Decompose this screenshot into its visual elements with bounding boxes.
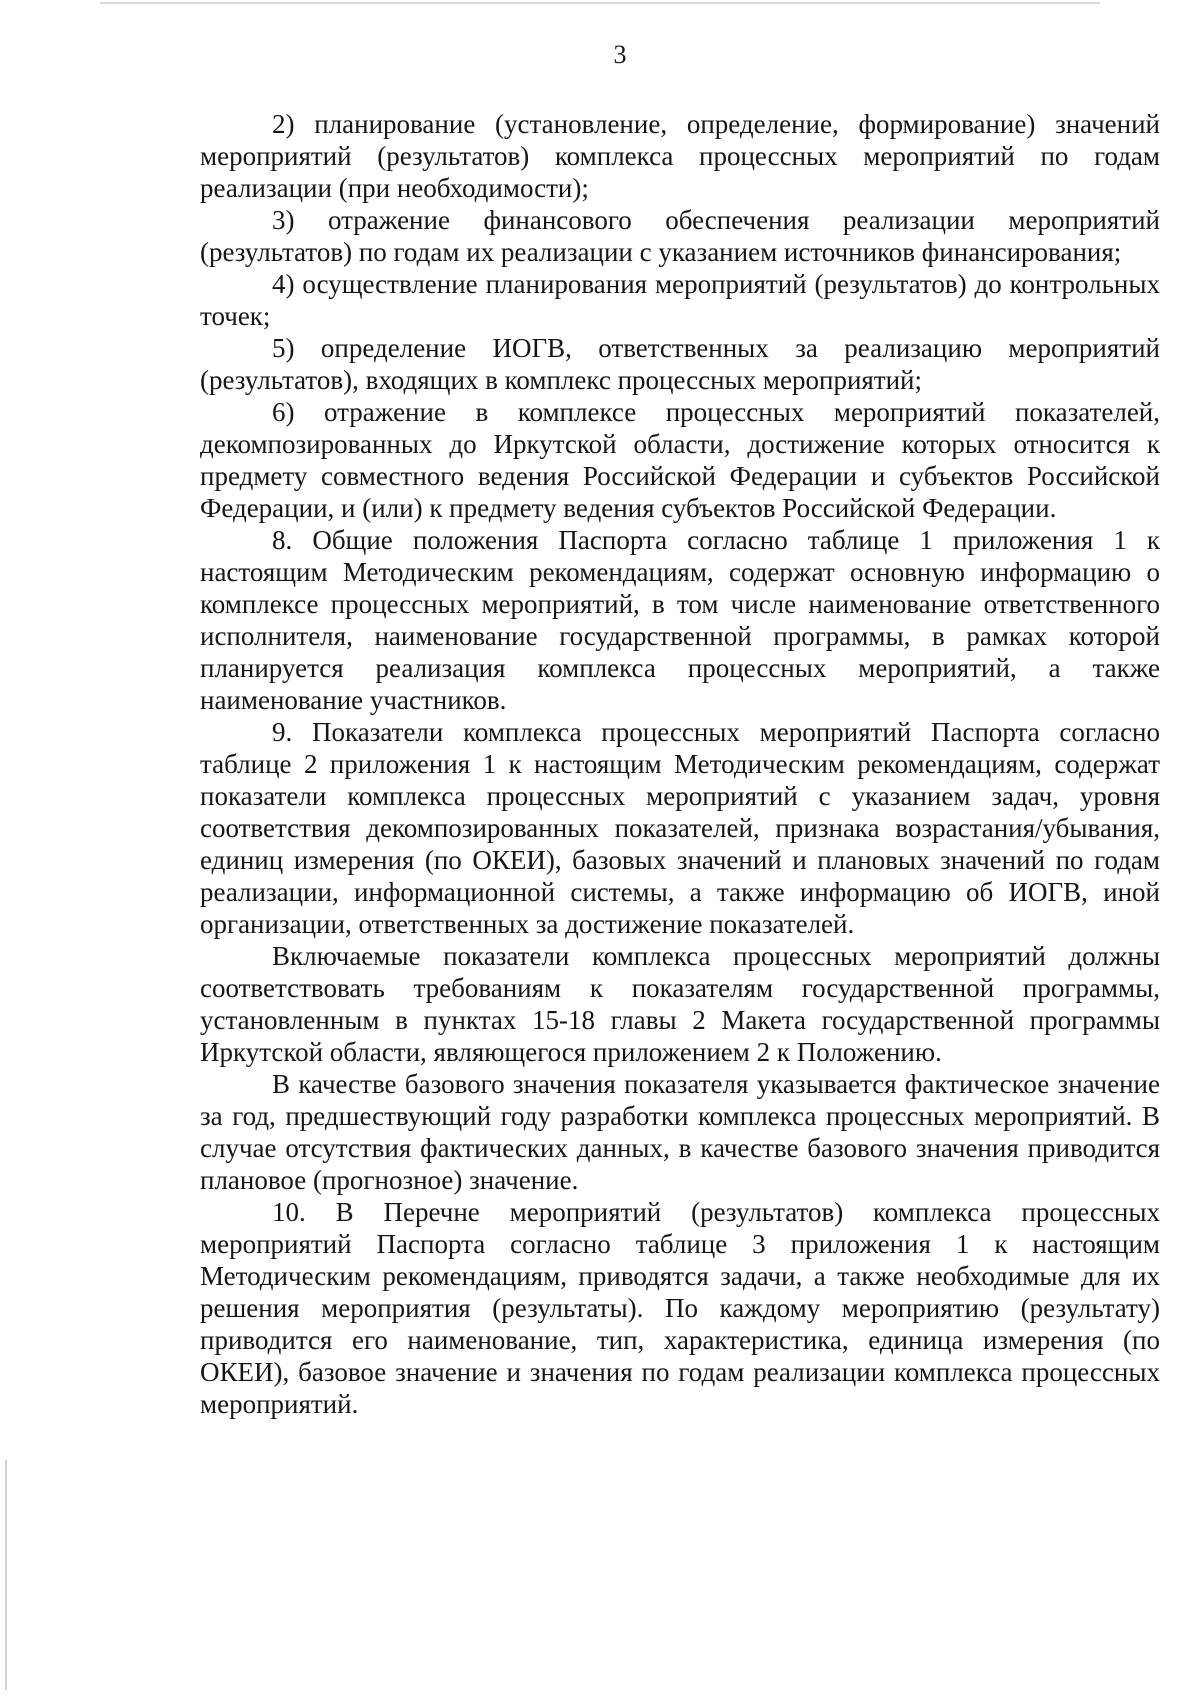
paragraph: 3) отражение финансового обеспечения реализации мероприятий (результатов) по годам их реализации с указанием источников финансирования;	[200, 205, 1160, 267]
paragraph: Включаемые показатели комплекса процессных мероприятий должны соответствовать требованиям к показателям государственной программы, установленным в пунктах 15-18 главы 2 Макета государственной программы Иркутской области, являющегося приложением 2 к Положению.	[200, 941, 1160, 1067]
paragraph: 2) планирование (установление, определение, формирование) значений мероприятий (результатов) комплекса процессных мероприятий по годам реализации (при необходимости);	[200, 109, 1160, 203]
paragraph: В качестве базового значения показателя указывается фактическое значение за год, предшествующий году разработки комплекса процессных мероприятий. В случае отсутствия фактических данных, в качестве базового значения приводится плановое (прогнозное) значение.	[200, 1069, 1160, 1195]
paragraph: 9. Показатели комплекса процессных мероприятий Паспорта согласно таблице 2 приложения 1 к настоящим Методическим рекомендациям, содержат показатели комплекса процессных мероприятий с указанием задач, уровня соответствия декомпозированных показателей, признака возрастания/убывания, единиц измерения (по ОКЕИ), базовых значений и плановых значений по годам реализации, информационной системы, а также информацию об ИОГВ, иной организации, ответственных за достижение показателей.	[200, 717, 1160, 939]
page-number: 3	[613, 40, 627, 69]
scan-edge-line	[5, 1460, 7, 1690]
document-body	[200, 108, 1160, 1420]
paragraph: 6) отражение в комплексе процессных мероприятий показателей, декомпозированных до Иркутской области, достижение которых относится к предмету совместного ведения Российской Федерации и субъектов Российской Федерации, и (или) к предмету ведения субъектов Российской Федерации.	[200, 397, 1160, 523]
paragraph: 8. Общие положения Паспорта согласно таблице 1 приложения 1 к настоящим Методическим рекомендациям, содержат основную информацию о комплексе процессных мероприятий, в том числе наименование ответственного исполнителя, наименование государственной программы, в рамках которой планируется реализация комплекса процессных мероприятий, а также наименование участников.	[200, 525, 1160, 715]
paragraph: 4) осуществление планирования мероприятий (результатов) до контрольных точек;	[200, 269, 1160, 331]
paragraph: 10. В Перечне мероприятий (результатов) комплекса процессных мероприятий Паспорта согласно таблице 3 приложения 1 к настоящим Методическим рекомендациям, приводятся задачи, а также необходимые для их решения мероприятия (результаты). По каждому мероприятию (результату) приводится его наименование, тип, характеристика, единица измерения (по ОКЕИ), базовое значение и значения по годам реализации комплекса процессных мероприятий.	[200, 1197, 1160, 1419]
scan-edge-line	[100, 2, 1100, 4]
paragraph: 5) определение ИОГВ, ответственных за реализацию мероприятий (результатов), входящих в комплекс процессных мероприятий;	[200, 333, 1160, 395]
